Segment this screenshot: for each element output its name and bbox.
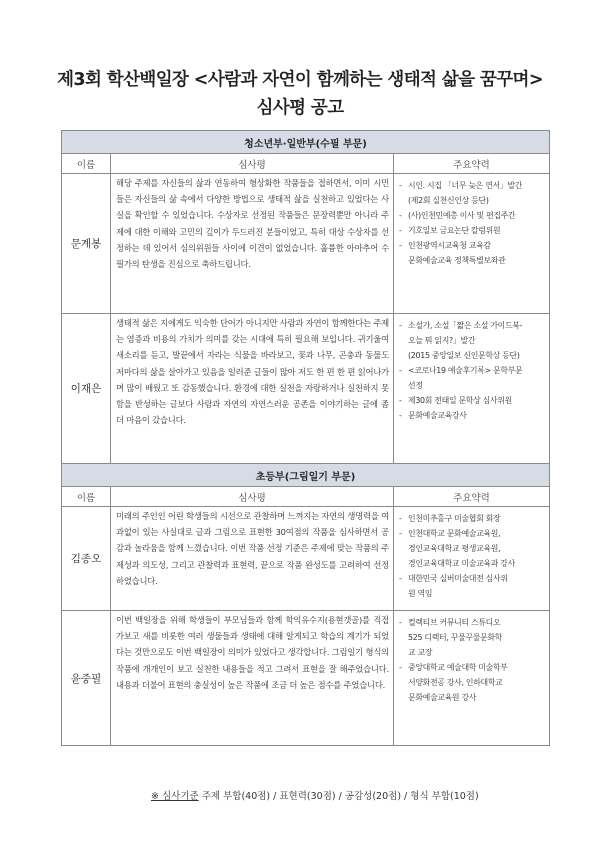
judge-row [62,174,550,314]
judge-career [394,507,550,611]
career-item: (2015 중앙일보 신인문학상 등단) [408,351,520,360]
col-review-header: 심사평 [111,154,394,174]
career-item: - 문화예술교육강사 [399,411,467,420]
judge-review: 미래의 주인인 어린 학생들의 시선으로 관찰하며 느껴지는 자연의 생명력을 여과없이 있는 사실대로 글과 그림으로 표현한 30여점의 작품을 심사하면서 공감과 놀라움을 함께 느꼈습니다. 이번 작품 선정 기준은 주제에 맞는 작품의 주제성과 의도성, 그리고 관찰력과 표현력, 끝으로 작품 완성도를 고려하여 선정하였습니다. [111,507,394,611]
title-line-2: 심사평 공고 [256,98,344,118]
section-heading: 초등부(그림일기 부문) [62,464,550,487]
section-heading-row [62,464,550,487]
career-item: - 소설가, 소설「짧은 소설 가이드북- 오늘 뭐 읽지?」발간 [399,321,523,345]
criteria-label: ※ 심사기준 [151,791,199,802]
col-review-header: 심사평 [111,487,394,507]
judge-review: 이번 백일장을 위해 학생들이 부모님들과 함께 학익유수지(용현갯골)를 직접 가보고 새를 비롯한 여러 생물들과 생태에 대해 알게되고 학습의 계기가 되었다는 것만으로도 이번 백일장이 의미가 있었다고 생각합니다. 그림일기 형식의 작품에 개개인이 보고 실천한 내용들을 적고 그려서 표현을 잘 해주었습니다. 내용과 더불어 표현의 충실성이 높은 작품에 조금 더 높은 점수를 주었습니다. [111,611,394,746]
col-career-header: 주요약력 [394,487,550,507]
review-table [61,130,550,746]
career-item: - 인천광역시교육청 교육감 문화예술교육 정책특별보좌관 [399,241,506,265]
criteria-text: 주제 부합(40점) / 표현력(30점) / 공감성(20점) / 형식 부합(10점) [198,791,479,802]
judge-name: 윤중필 [62,611,111,746]
col-name-header: 이름 [62,487,111,507]
judge-career [394,314,550,464]
review-criteria-note [151,788,479,802]
career-item: - <코로나19 예술후기록> 문학부문 선정 [399,366,523,390]
judge-name: 이재은 [62,314,111,464]
judge-row [62,314,550,464]
section-heading: 청소년부·일반부(수필 부문) [62,131,550,154]
career-item: - 인천대학교 문화예술교육원, 경인교육대학교 평생교육원, 경인교육대학교 미술교육과 강사 [399,529,515,568]
judge-row [62,611,550,746]
career-item: - 대한민국 실버미술대전 심사위 원 역임 [399,574,508,598]
col-name-header: 이름 [62,154,111,174]
judge-career [394,174,550,314]
column-header-row [62,154,550,174]
section-heading-row [62,131,550,154]
col-career-header: 주요약력 [394,154,550,174]
page-title [0,66,600,122]
career-item: - 시인. 시집 「너무 늦은 연서」발간 (제2회 실천신인상 등단) [399,181,523,205]
career-item: - 중앙대학교 예술대학 미술학부 서양화전공 강사, 인하대학교 문화예술교육원 강사 [399,663,508,702]
judge-name: 문계봉 [62,174,111,314]
judge-review: 생태적 삶은 지에게도 익숙한 단어가 아니지만 사람과 자연이 함께한다는 주제는 염증과 비용의 가치가 의미를 갖는 시대에 특히 필요해 보입니다. 귀기울여 새소리를 듣고, 발끝에서 자라는 식물을 바라보고, 꽃과 나무, 곤충과 동물도 저마다의 삶을 살아가고 있음을 일러준 글들이 많아 저도 한 편 한 편 읽어나가며 많이 배웠고 또 감동했습니다. 환경에 대한 실천을 자랑하거나 실천하지 못함을 반성하는 글보다 사람과 자연의 자연스러운 공존을 이야기하는 글에 좀 더 마음이 갔습니다. [111,314,394,464]
judge-row [62,507,550,611]
career-item: - 컬렉티브 커뮤니티 스튜디오 525 디렉터, 꾸물꾸물문화학 교 교장 [399,618,503,657]
career-item: - (사)인천민예총 이사 및 편집주간 [399,211,516,220]
column-header-row [62,487,550,507]
judge-name: 김종오 [62,507,111,611]
career-item: - 제30회 전태일 문학상 심사위원 [399,396,512,405]
title-line-1: 제3회 학산백일장 <사람과 자연이 함께하는 생태적 삶을 꿈꾸며> [57,70,543,90]
judge-career [394,611,550,746]
career-item: - 인천미추홀구 미술협회 회장 [399,514,501,523]
judge-review: 해당 주제를 자신들의 삶과 연동하여 형상화한 작품들을 접하면서, 이미 시민들은 자신들의 삶 속에서 다양한 방법으로 생태적 삶을 실천하고 있었다는 사실을 확인할 수 있었습니다. 수상자로 선정된 작품들은 문장력뿐만 아니라 주제에 대한 이해와 고민의 깊이가 두드러진 분들이었고, 특히 대상 수상자를 선정하는 데 있어서 심의위원들 사이에 이견이 없었습니다. 훌륭한 아마추어 수필가의 탄생을 진심으로 축하드립니다. [111,174,394,314]
career-item: - 기호일보 금요논단 칼럼위원 [399,226,501,235]
